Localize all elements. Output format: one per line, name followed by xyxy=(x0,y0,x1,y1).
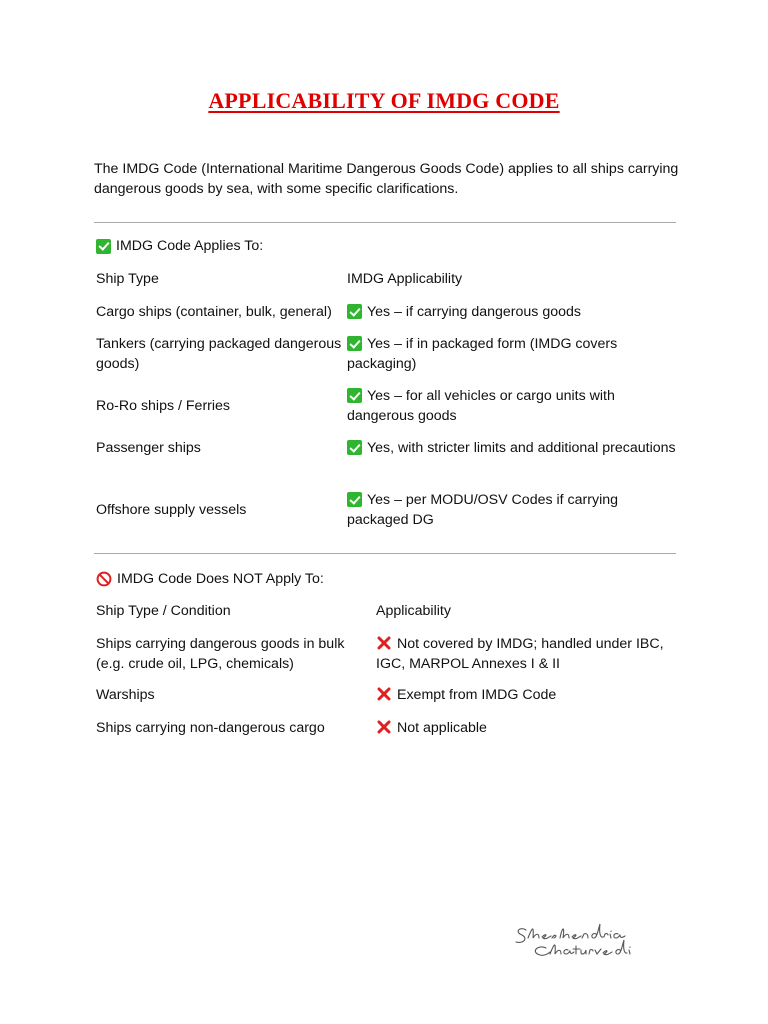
signature xyxy=(512,920,652,960)
not-applies-table-header xyxy=(96,602,676,622)
check-mark-icon xyxy=(347,388,362,403)
check-mark-icon xyxy=(347,336,362,351)
applies-heading xyxy=(96,238,263,254)
divider xyxy=(94,222,676,223)
cross-mark-icon xyxy=(376,719,392,735)
applicability-cell: Yes – per MODU/OSV Codes if carrying packaged DG xyxy=(347,492,619,528)
table-row xyxy=(96,686,676,706)
applicability-cell: Not covered by IMDG; handled under IBC, IGC, MARPOL Annexes I & II xyxy=(376,636,664,672)
ship-type-cell: Ro-Ro ships / Ferries xyxy=(96,397,231,414)
cross-mark-icon xyxy=(376,686,392,702)
applies-table-header xyxy=(96,270,676,290)
not-applies-heading xyxy=(96,571,324,587)
applicability-cell: Not applicable xyxy=(376,719,676,739)
not-applies-heading-label: IMDG Code Does NOT Apply To: xyxy=(117,571,324,587)
applies-heading-label: IMDG Code Applies To: xyxy=(116,238,264,254)
ship-type-cell: Cargo ships (container, bulk, general) xyxy=(96,304,332,320)
divider xyxy=(94,553,676,554)
prohibited-icon xyxy=(96,571,112,587)
check-mark-icon xyxy=(96,239,111,254)
table-row xyxy=(96,387,676,426)
table-row xyxy=(96,303,676,323)
check-mark-icon xyxy=(347,440,362,455)
column-header-applicability: IMDG Applicability xyxy=(347,271,463,287)
ship-type-cell: Passenger ships xyxy=(96,440,201,456)
table-row xyxy=(96,635,676,674)
column-header-ship-type-condition: Ship Type / Condition xyxy=(96,603,231,619)
applicability-cell: Exempt from IMDG Code xyxy=(376,686,676,706)
check-mark-icon xyxy=(347,492,362,507)
applicability-cell: Yes, with stricter limits and additional precautions xyxy=(347,439,676,459)
ship-type-cell: Ships carrying dangerous goods in bulk (e.g. crude oil, LPG, chemicals) xyxy=(96,636,345,672)
table-row xyxy=(96,439,676,459)
table-row xyxy=(96,335,676,374)
ship-type-cell: Tankers (carrying packaged dangerous goods) xyxy=(96,336,342,372)
cross-mark-icon xyxy=(376,635,392,651)
column-header-applicability: Applicability xyxy=(376,603,451,619)
ship-type-cell: Warships xyxy=(96,687,155,703)
table-row xyxy=(96,491,676,530)
applicability-cell: Yes – if carrying dangerous goods xyxy=(347,303,676,323)
ship-type-cell: Offshore supply vessels xyxy=(96,501,247,518)
applicability-cell: Yes – for all vehicles or cargo units with dangerous goods xyxy=(347,388,615,424)
page-title: APPLICABILITY OF IMDG CODE xyxy=(208,88,560,113)
table-row xyxy=(96,719,676,739)
column-header-ship-type: Ship Type xyxy=(96,271,159,287)
check-mark-icon xyxy=(347,304,362,319)
intro-paragraph: The IMDG Code (International Maritime Dangerous Goods Code) applies to all ships carrying dangerous goods by sea, with some specific clarifications. xyxy=(94,161,679,197)
ship-type-cell: Ships carrying non-dangerous cargo xyxy=(96,720,325,736)
applicability-cell: Yes – if in packaged form (IMDG covers packaging) xyxy=(347,336,618,372)
